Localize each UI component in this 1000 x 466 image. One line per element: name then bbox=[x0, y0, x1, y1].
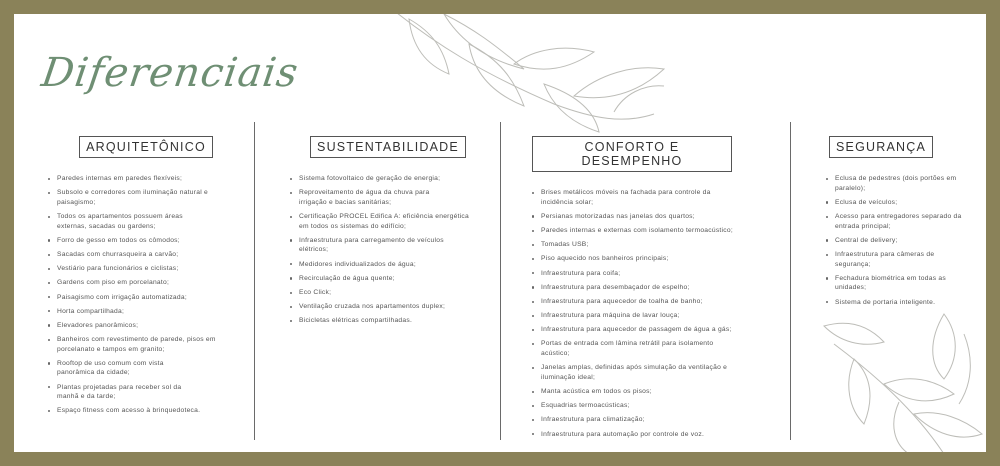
column-heading: SEGURANÇA bbox=[829, 136, 933, 158]
feature-list bbox=[532, 188, 776, 439]
list-item: Infraestrutura para câmeras de segurança; bbox=[826, 250, 955, 269]
column-arquitetonico bbox=[48, 136, 244, 421]
column-seguranca bbox=[826, 136, 976, 312]
list-item: Esquadrias termoacústicas; bbox=[532, 401, 781, 411]
list-item: Piso aquecido nos banheiros principais; bbox=[532, 254, 781, 264]
list-item: Infraestrutura para aquecedor de passagem de água a gás; bbox=[532, 325, 781, 335]
list-item: Rooftop de uso comum com vista panorâmica da cidade; bbox=[48, 359, 197, 378]
list-item: Eclusa de pedestres (dois portões em paralelo); bbox=[826, 174, 967, 193]
list-item: Bicicletas elétricas compartilhadas. bbox=[290, 316, 495, 326]
list-item: Todos os apartamentos possuem áreas externas, sacadas ou gardens; bbox=[48, 212, 212, 231]
list-item: Persianas motorizadas nas janelas dos quartos; bbox=[532, 212, 781, 222]
list-item: Vestiário para funcionários e ciclistas; bbox=[48, 264, 227, 274]
list-item: Central de delivery; bbox=[826, 236, 975, 246]
list-item: Forro de gesso em todos os cômodos; bbox=[48, 236, 227, 246]
brochure-card bbox=[14, 14, 986, 452]
feature-list bbox=[826, 174, 976, 307]
list-item: Eclusa de veículos; bbox=[826, 198, 975, 208]
list-item: Portas de entrada com lâmina retrátil para isolamento acústico; bbox=[532, 339, 741, 358]
list-item: Acesso para entregadores separado da entrada principal; bbox=[826, 212, 977, 231]
column-divider bbox=[500, 122, 501, 440]
list-item: Recirculação de água quente; bbox=[290, 274, 489, 284]
column-heading: SUSTENTABILIDADE bbox=[310, 136, 466, 158]
list-item: Infraestrutura para carregamento de veículos elétricos; bbox=[290, 236, 469, 255]
list-item: Infraestrutura para automação por controle de voz. bbox=[532, 430, 781, 440]
list-item: Sistema fotovoltaico de geração de energia; bbox=[290, 174, 489, 184]
list-item: Eco Click; bbox=[290, 288, 489, 298]
list-item: Subsolo e corredores com iluminação natural e paisagismo; bbox=[48, 188, 212, 207]
list-item: Manta acústica em todos os pisos; bbox=[532, 387, 781, 397]
column-divider bbox=[254, 122, 255, 440]
list-item: Plantas projetadas para receber sol da manhã e da tarde; bbox=[48, 383, 197, 402]
list-item: Infraestrutura para máquina de lavar louça; bbox=[532, 311, 781, 321]
list-item: Infraestrutura para aquecedor de toalha de banho; bbox=[532, 297, 781, 307]
list-item: Medidores individualizados de água; bbox=[290, 260, 489, 270]
column-sustentabilidade bbox=[290, 136, 486, 330]
list-item: Ventilação cruzada nos apartamentos duplex; bbox=[290, 302, 495, 312]
list-item: Espaço fitness com acesso à brinquedoteca. bbox=[48, 406, 247, 416]
column-heading: CONFORTO E DESEMPENHO bbox=[532, 136, 732, 172]
list-item: Sacadas com churrasqueira a carvão; bbox=[48, 250, 227, 260]
list-item: Sistema de portaria inteligente. bbox=[826, 298, 983, 308]
column-conforto bbox=[532, 136, 776, 444]
list-item: Paisagismo com irrigação automatizada; bbox=[48, 293, 227, 303]
column-heading: ARQUITETÔNICO bbox=[79, 136, 213, 158]
list-item: Banheiros com revestimento de parede, pisos em porcelanato e tampos em granito; bbox=[48, 335, 219, 354]
list-item: Horta compartilhada; bbox=[48, 307, 227, 317]
list-item: Infraestrutura para desembaçador de espelho; bbox=[532, 283, 781, 293]
list-item: Certificação PROCEL Edifica A: eficiência energética em todos os sistemas do edifício; bbox=[290, 212, 469, 231]
list-item: Gardens com piso em porcelanato; bbox=[48, 278, 227, 288]
feature-list bbox=[290, 174, 486, 326]
list-item: Tomadas USB; bbox=[532, 240, 781, 250]
list-item: Paredes internas e externas com isolamento termoacústico; bbox=[532, 226, 781, 236]
list-item: Infraestrutura para coifa; bbox=[532, 269, 781, 279]
feature-list bbox=[48, 174, 244, 416]
page-title: Diferenciais bbox=[38, 50, 302, 96]
list-item: Elevadores panorâmicos; bbox=[48, 321, 227, 331]
list-item: Fechadura biométrica em todas as unidades; bbox=[826, 274, 975, 293]
list-item: Brises metálicos móveis na fachada para controle da incidência solar; bbox=[532, 188, 741, 207]
list-item: Janelas amplas, definidas após simulação da ventilação e iluminação ideal; bbox=[532, 363, 759, 382]
list-item: Reproveitamento de água da chuva para irrigação e bacias sanitárias; bbox=[290, 188, 449, 207]
list-item: Paredes internas em paredes flexíveis; bbox=[48, 174, 212, 184]
list-item: Infraestrutura para climatização; bbox=[532, 415, 781, 425]
column-divider bbox=[790, 122, 791, 440]
